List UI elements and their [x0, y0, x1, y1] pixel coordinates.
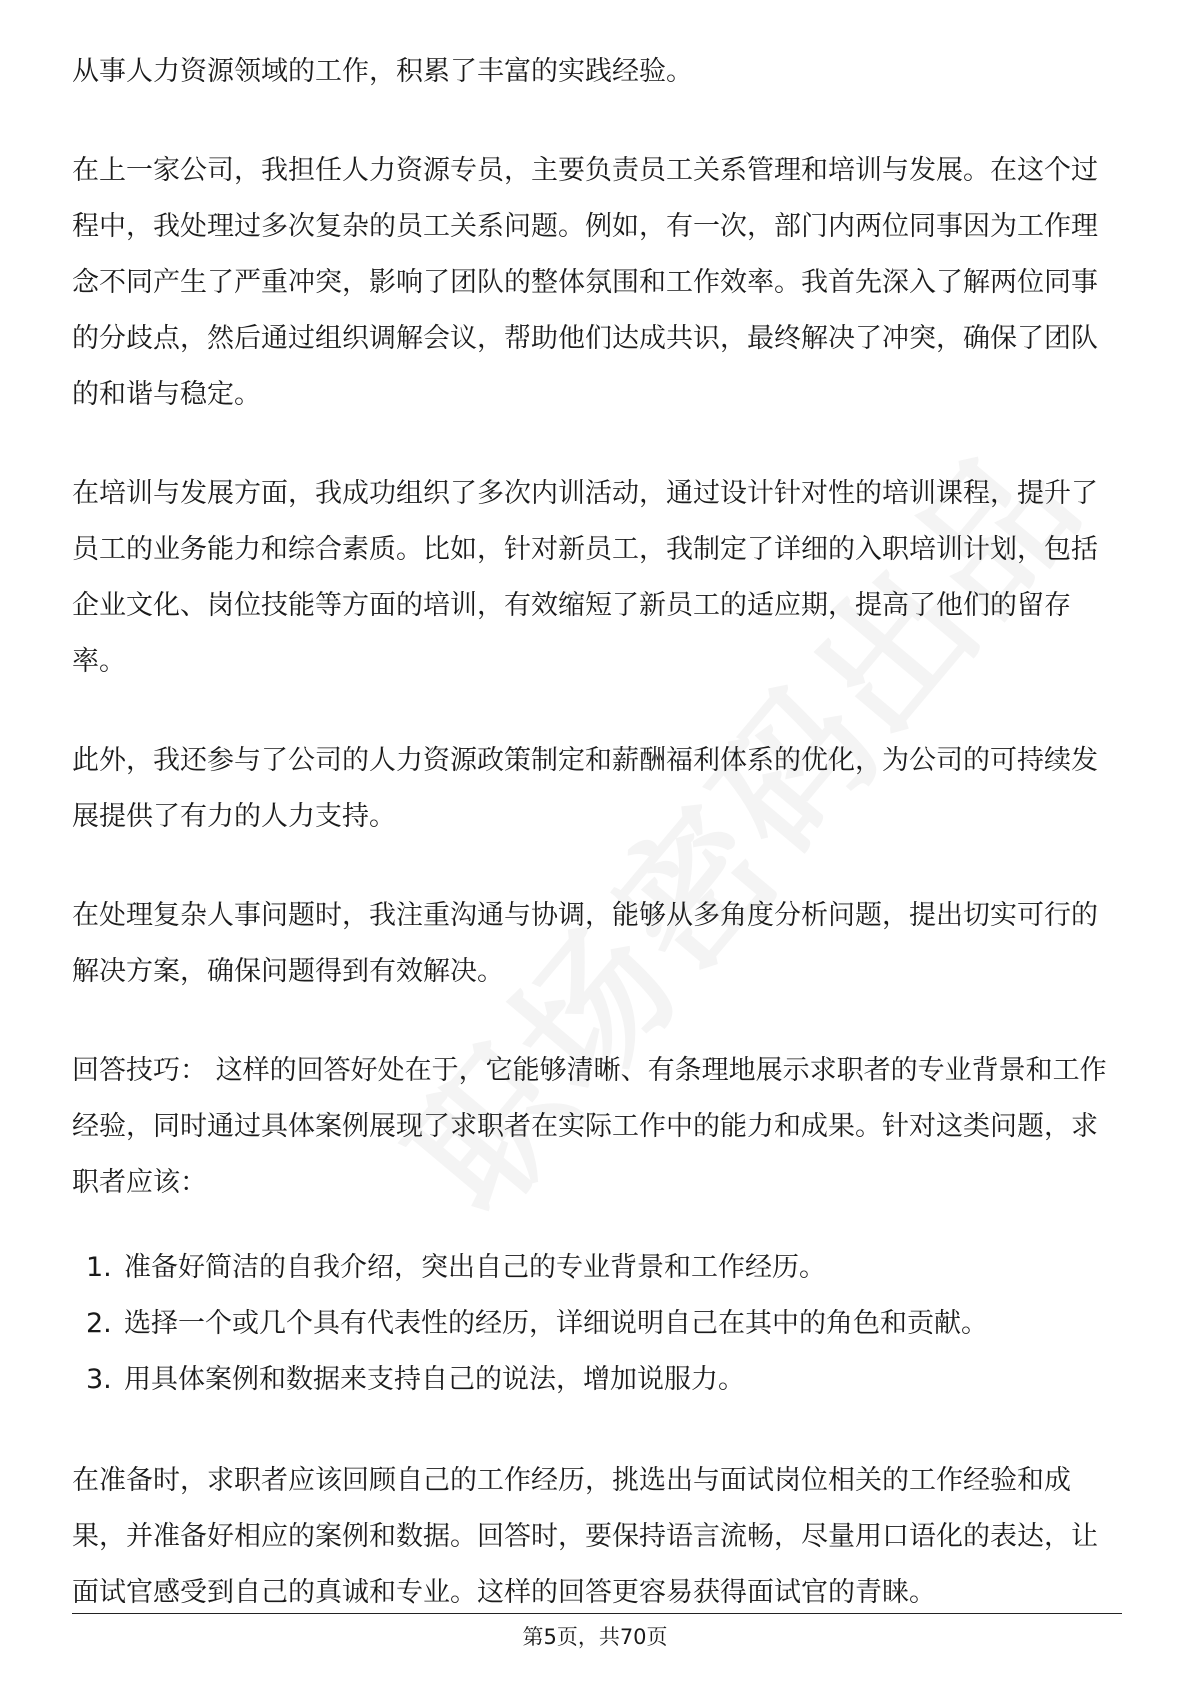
paragraph-experience-intro: 从事人力资源领域的工作，积累了丰富的实践经验。	[72, 56, 693, 87]
paragraph-problem-solving: 在处理复杂人事问题时，我注重沟通与协调，能够从多角度分析问题，提出切实可行的解决方案，确保问题得到有效解决。	[72, 900, 1098, 987]
list-number: 3.	[86, 1364, 112, 1395]
list-number: 1.	[86, 1252, 112, 1283]
list-number: 2.	[86, 1308, 112, 1339]
page-number: 第5页，共70页	[522, 1625, 668, 1649]
list-item	[72, 1240, 1122, 1296]
document-body	[72, 44, 1122, 1664]
tips-list	[72, 1240, 1122, 1408]
paragraph-preparation: 在准备时，求职者应该回顾自己的工作经历，挑选出与面试岗位相关的工作经验和成果，并准备好相应的案例和数据。回答时，要保持语言流畅，尽量用口语化的表达，让面试官感受到自己的真诚和专业。这样的回答更容易获得面试官的青睐。	[72, 1465, 1098, 1608]
paragraph-policy: 此外，我还参与了公司的人力资源政策制定和薪酬福利体系的优化，为公司的可持续发展提供了有力的人力支持。	[72, 745, 1098, 832]
list-text: 准备好简洁的自我介绍，突出自己的专业背景和工作经历。	[124, 1252, 826, 1283]
list-text: 用具体案例和数据来支持自己的说法，增加说服力。	[124, 1364, 745, 1395]
paragraph-training: 在培训与发展方面，我成功组织了多次内训活动，通过设计针对性的培训课程，提升了员工的业务能力和综合素质。比如，针对新员工，我制定了详细的入职培训计划，包括企业文化、岗位技能等方面的培训，有效缩短了新员工的适应期，提高了他们的留存率。	[72, 478, 1098, 677]
paragraph-employee-relations: 在上一家公司，我担任人力资源专员，主要负责员工关系管理和培训与发展。在这个过程中，我处理过多次复杂的员工关系问题。例如，有一次，部门内两位同事因为工作理念不同产生了严重冲突，影响了团队的整体氛围和工作效率。我首先深入了解两位同事的分歧点，然后通过组织调解会议，帮助他们达成共识，最终解决了冲突，确保了团队的和谐与稳定。	[72, 155, 1098, 410]
list-item	[72, 1352, 1122, 1408]
footer-divider	[72, 1613, 1122, 1614]
paragraph-answer-tips: 回答技巧： 这样的回答好处在于，它能够清晰、有条理地展示求职者的专业背景和工作经验，同时通过具体案例展现了求职者在实际工作中的能力和成果。针对这类问题，求职者应该：	[72, 1055, 1107, 1198]
list-item	[72, 1296, 1122, 1352]
list-text: 选择一个或几个具有代表性的经历，详细说明自己在其中的角色和贡献。	[124, 1308, 988, 1339]
